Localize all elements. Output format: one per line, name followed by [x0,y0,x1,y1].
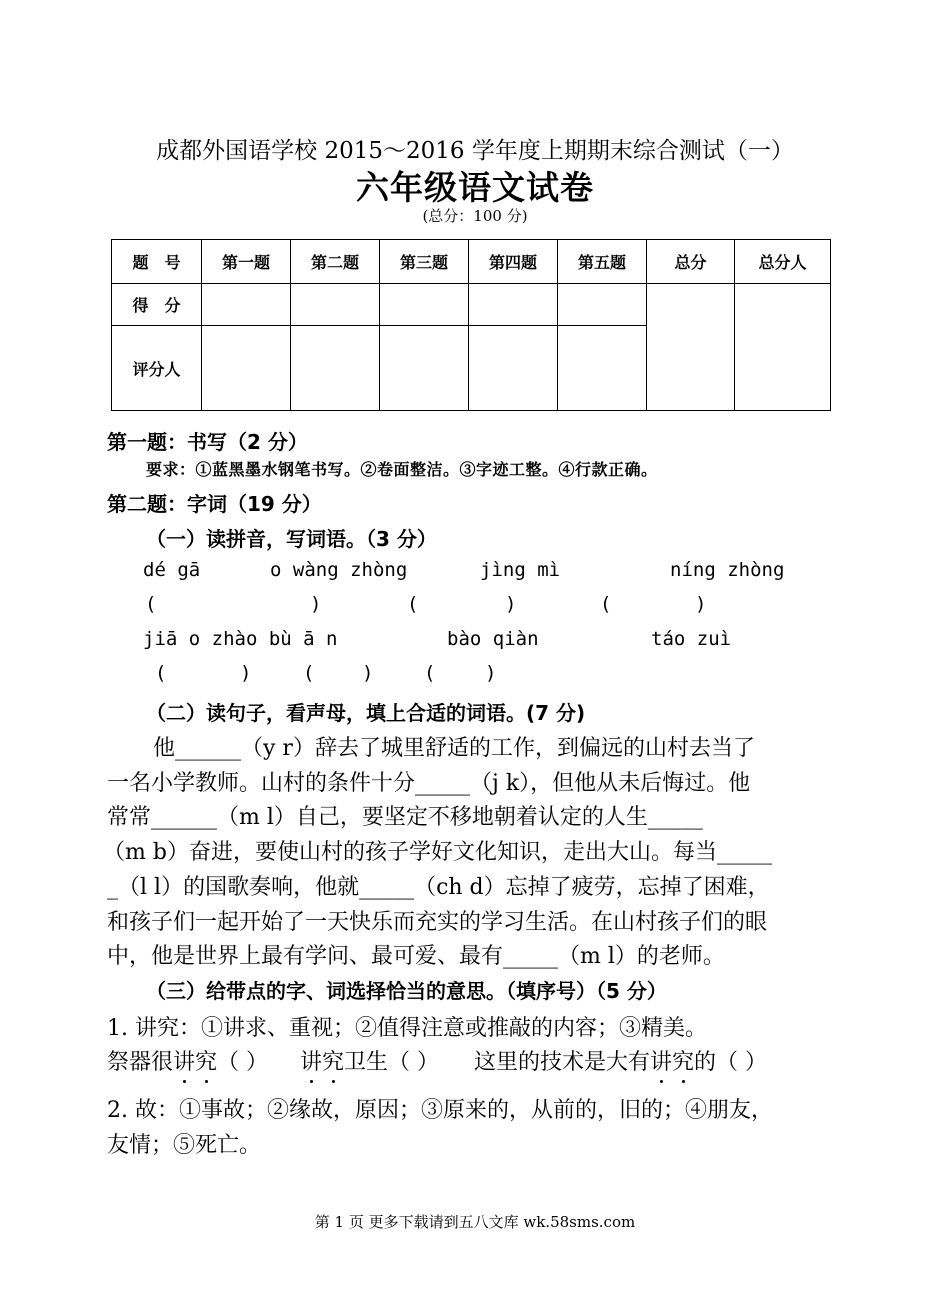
header-cell: 第五题 [558,240,647,284]
header-cell: 第四题 [469,240,558,284]
passage-line: （m b）奋进，要使山村的孩子学好文化知识，走出大山。每当_____ [103,840,772,865]
dotted-char: 讲 [650,1045,672,1076]
blank-open: ( [407,593,419,615]
blank-open: ( [145,593,157,615]
header-cell: 总分 [647,240,735,284]
score-cell[interactable] [558,284,647,326]
blank-close: ) [310,593,322,615]
exam-title: 六年级语文试卷 [356,168,594,207]
part3-heading: （三）给带点的字、词选择恰当的意思。（填序号）（5 分） [146,979,667,1003]
blank-close: ) [240,662,252,684]
grader-cell[interactable] [558,326,647,411]
row-label: 评分人 [112,326,202,411]
q1-item-c: 这里的技术是大有讲究的（ ） [474,1045,767,1076]
pinyin: táo zuì [651,628,732,650]
grader-cell[interactable] [380,326,469,411]
passage-line: 一名小学教师。山村的条件十分_____（j k），但他从未后悔过。他 [107,771,751,796]
blank-open: ( [600,593,612,615]
blank-open: ( [424,662,436,684]
q2-definition-cont: 友情；⑤死亡。 [107,1133,262,1158]
score-cell[interactable] [202,284,291,326]
total-score-cell[interactable] [647,284,735,411]
score-table [111,239,831,411]
dotted-char: 究 [195,1045,217,1076]
blank-open: ( [155,662,167,684]
blank-open: ( [303,662,315,684]
header-cell: 题 号 [112,240,202,284]
passage-line: _（l l）的国歌奏响，他就_____（ch d）忘掉了疲劳，忘掉了困难， [107,875,770,900]
part1-heading: （一）读拼音，写词语。（3 分） [146,527,437,551]
dotted-char: 究 [322,1045,344,1076]
score-row [112,284,831,326]
passage-line: 常常______（m l）自己，要坚定不移地朝着认定的人生_____ [107,805,703,830]
page-footer: 第 1 页 更多下载请到五八文库 wk.58sms.com [314,1213,636,1231]
header-cell: 第二题 [291,240,380,284]
grader-cell[interactable] [202,326,291,411]
pinyin: jiā o zhào bù ā n [143,628,338,650]
q1-item-a: 祭器很讲究（ ） [107,1045,268,1076]
passage-line: 中，他是世界上最有学问、最可爱、最有_____（m l）的老师。 [107,944,725,969]
header-cell: 第三题 [380,240,469,284]
pinyin: bào qiàn [447,628,539,650]
blank-close: ) [362,662,374,684]
grader-cell[interactable] [469,326,558,411]
header-cell: 第一题 [202,240,291,284]
blank-close: ) [485,662,497,684]
q2-definition: 2. 故：①事故；②缘故，原因；③原来的，从前的，旧的；④朋友， [107,1098,773,1123]
grader-cell[interactable] [291,326,380,411]
passage-line: 他______（y r）辞去了城里舒适的工作，到偏远的山村去当了 [153,736,755,761]
part2-heading: （二）读句子，看声母，填上合适的词语。(7 分) [146,701,586,725]
blank-close: ) [505,593,517,615]
section1-requirement: 要求：①蓝黑墨水钢笔书写。②卷面整洁。③字迹工整。④行款正确。 [146,460,658,479]
q1-item-b: 讲究卫生（ ） [300,1045,439,1076]
header-cell: 总分人 [735,240,831,284]
section2-heading: 第二题：字词（19 分） [107,492,322,516]
pinyin: jìng mì [480,559,561,581]
row-label: 得 分 [112,284,202,326]
blank-close: ) [695,593,707,615]
total-score: (总分：100 分) [422,207,528,225]
total-grader-cell[interactable] [735,284,831,411]
dotted-char: 讲 [300,1045,322,1076]
pinyin: níng zhòng [670,559,785,581]
q1-definition: 1. 讲究：①讲求、重视；②值得注意或推敲的内容；③精美。 [107,1016,707,1041]
section1-heading: 第一题：书写（2 分） [107,430,308,454]
score-table-header-row [112,240,831,284]
score-cell[interactable] [291,284,380,326]
pinyin: dé gā [143,559,201,581]
dotted-char: 究 [672,1045,694,1076]
school-title: 成都外国语学校 2015～2016 学年度上期期末综合测试（一） [156,138,794,164]
passage-line: 和孩子们一起开始了一天快乐而充实的学习生活。在山村孩子们的眼 [107,910,768,935]
score-cell[interactable] [380,284,469,326]
score-cell[interactable] [469,284,558,326]
dotted-char: 讲 [173,1045,195,1076]
pinyin: o wàng zhòng [270,559,408,581]
